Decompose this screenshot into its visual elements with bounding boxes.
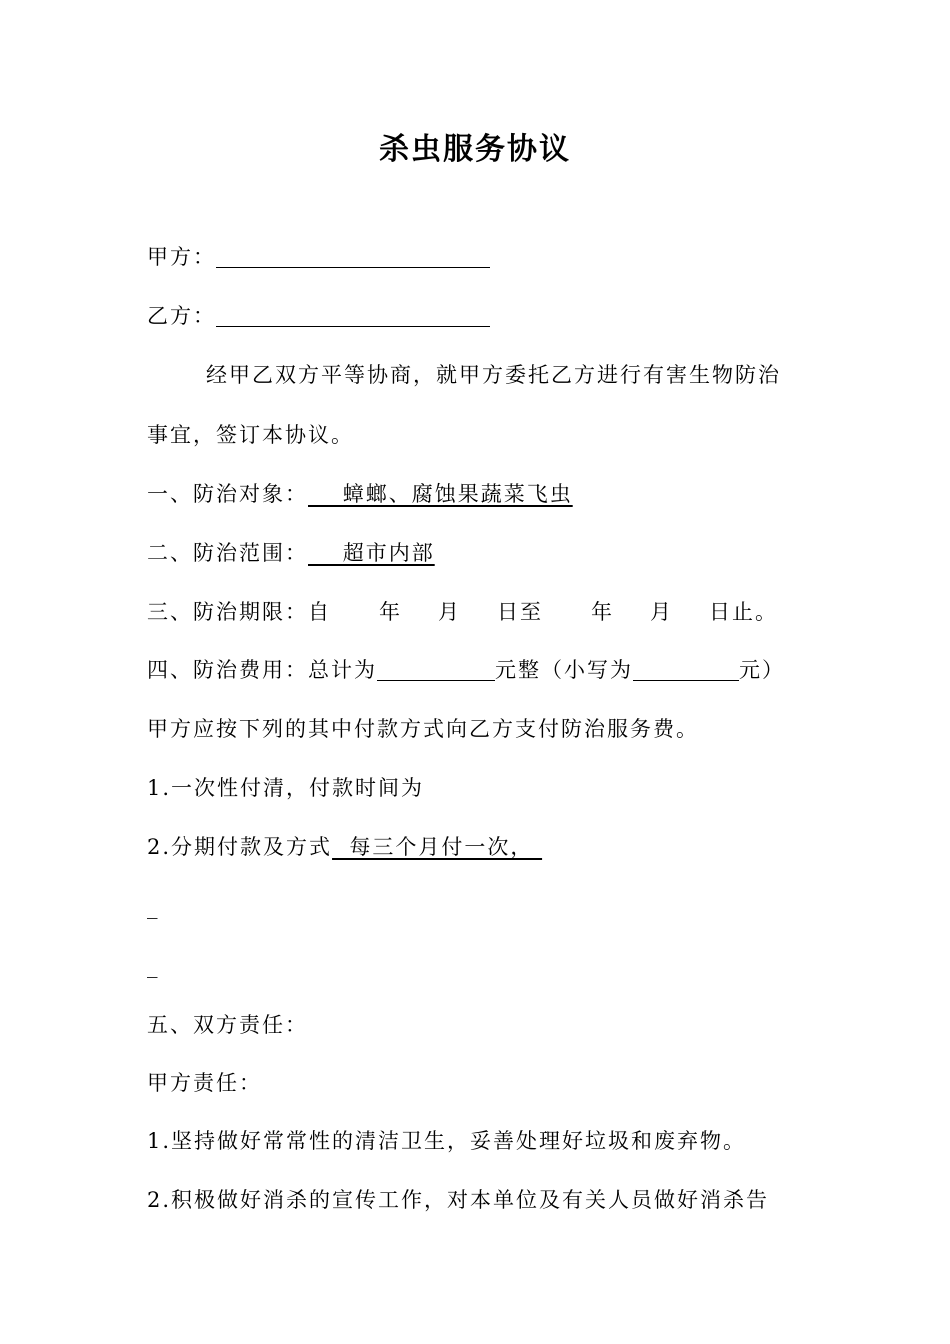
blank-dash-1: _ [147, 895, 160, 919]
payment-option-2-value: 每三个月付一次， [332, 835, 543, 859]
party-a-blank[interactable] [216, 245, 490, 268]
item-target-line [147, 479, 573, 509]
party-b-blank[interactable] [216, 304, 490, 327]
intro-paragraph-line1: 经甲乙双方平等协商，就甲方委托乙方进行有害生物防治 [206, 363, 781, 387]
payment-option-2-line [147, 832, 542, 862]
period-day-start: 日至 [497, 600, 543, 624]
item-period-line [147, 597, 778, 627]
item-period-label: 三、防治期限：自 [147, 600, 331, 624]
item-scope-label: 二、防治范围： [147, 541, 308, 565]
responsibility-1: 1.坚持做好常常性的清洁卫生，妥善处理好垃圾和废弃物。 [147, 1129, 747, 1153]
document-title: 杀虫服务协议 [379, 132, 571, 167]
party-a-line [147, 242, 490, 272]
payment-option-2-label: 2.分期付款及方式 [147, 835, 333, 859]
party-b-label: 乙方： [147, 304, 216, 328]
responsibility-2: 2.积极做好消杀的宣传工作，对本单位及有关人员做好消杀告 [147, 1188, 770, 1212]
payment-intro: 甲方应按下列的其中付款方式向乙方支付防治服务费。 [147, 717, 699, 741]
period-month-end: 月 [650, 600, 673, 624]
blank-dash-2: _ [147, 954, 160, 978]
item-fee-label: 四、防治费用：总计为 [147, 658, 377, 682]
fee-lowercase-blank[interactable] [633, 658, 739, 681]
item-scope-line [147, 538, 435, 568]
item-responsibilities-heading: 五、双方责任： [147, 1013, 308, 1037]
party-b-line [147, 301, 490, 331]
period-year-start: 年 [379, 600, 402, 624]
item-fee-end: 元） [739, 658, 785, 682]
period-year-end: 年 [591, 600, 614, 624]
item-target-label: 一、防治对象： [147, 482, 308, 506]
party-a-label: 甲方： [147, 245, 216, 269]
intro-paragraph-line2: 事宜，签订本协议。 [147, 423, 354, 447]
fee-total-blank[interactable] [377, 658, 495, 681]
item-fee-mid: 元整（小写为 [495, 658, 633, 682]
payment-option-1: 1.一次性付清，付款时间为 [147, 776, 425, 800]
item-target-value: 蟑螂、腐蚀果蔬菜飞虫 [308, 482, 573, 506]
period-month-start: 月 [438, 600, 461, 624]
party-a-responsibilities-heading: 甲方责任： [147, 1071, 262, 1095]
period-day-end: 日止。 [709, 600, 778, 624]
item-scope-value: 超市内部 [308, 541, 435, 565]
item-fee-line [147, 655, 785, 685]
